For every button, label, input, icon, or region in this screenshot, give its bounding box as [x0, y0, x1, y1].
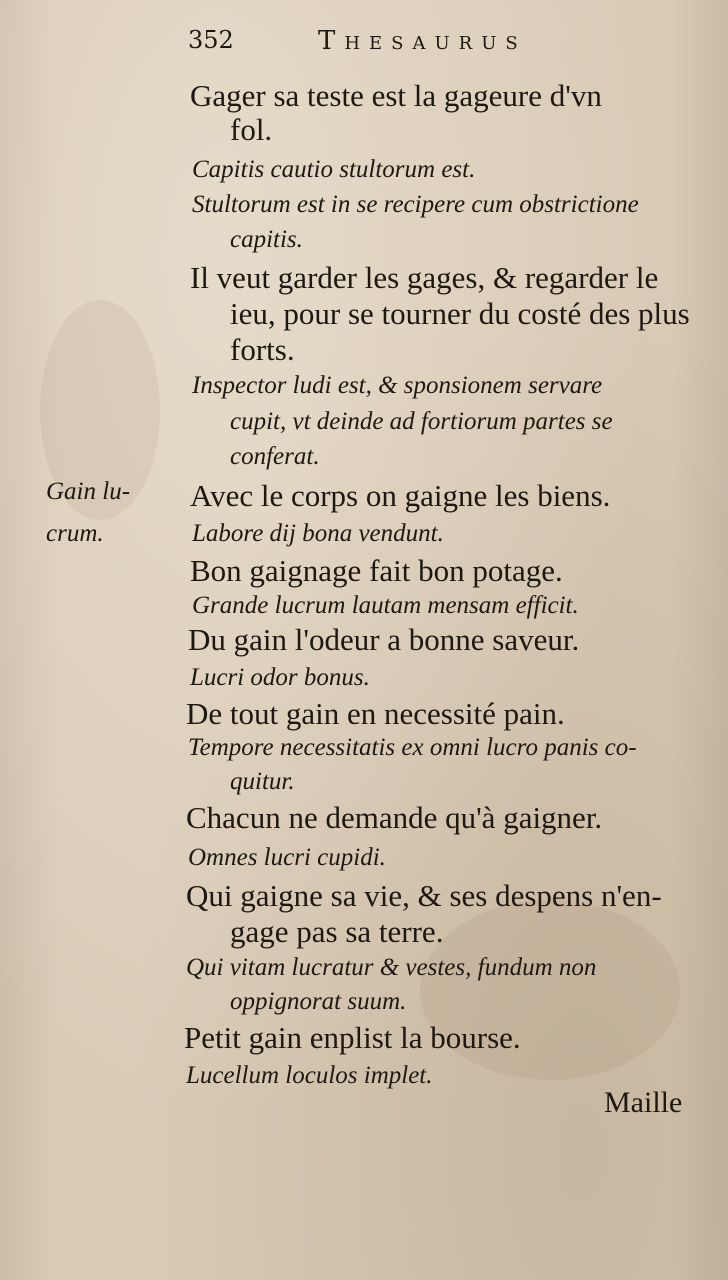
proverb-latin: Labore dij bona vendunt.	[192, 520, 444, 547]
proverb-latin: Capitis cautio stultorum est.	[192, 156, 476, 183]
proverb-french: Avec le corps on gaigne les biens.	[190, 478, 611, 513]
catchword: Maille	[604, 1086, 683, 1119]
proverb-latin: Lucri odor bonus.	[190, 664, 370, 691]
proverb-french: Il veut garder les gages, & regarder le	[190, 260, 659, 295]
proverb-latin: conferat.	[230, 443, 320, 470]
proverb-latin: capitis.	[230, 226, 303, 253]
proverb-latin: Tempore necessitatis ex omni lucro panis co-	[188, 734, 637, 761]
proverb-french: Chacun ne demande qu'à gaigner.	[186, 800, 603, 835]
proverb-latin: quitur.	[230, 768, 295, 795]
proverb-french: fol.	[230, 112, 273, 147]
proverb-latin: Qui vitam lucratur & vestes, fundum non	[186, 954, 597, 981]
proverb-latin: Stultorum est in se recipere cum obstrictione	[192, 191, 639, 218]
proverb-french: Bon gaignage fait bon potage.	[190, 553, 563, 588]
page-header	[188, 26, 648, 62]
proverb-french: De tout gain en necessité pain.	[186, 696, 565, 731]
proverb-latin: oppignorat suum.	[230, 988, 407, 1015]
proverb-french: Gager sa teste est la gageure d'vn	[190, 78, 602, 113]
proverb-latin: Lucellum loculos implet.	[186, 1062, 433, 1089]
proverb-latin: Grande lucrum lautam mensam efficit.	[192, 592, 579, 619]
proverb-french: Petit gain enplist la bourse.	[184, 1020, 521, 1055]
proverb-french: forts.	[230, 332, 295, 367]
proverb-french: gage pas sa terre.	[230, 914, 444, 949]
margin-note-line: crum.	[46, 520, 104, 547]
proverb-latin: Omnes lucri cupidi.	[188, 844, 386, 871]
proverb-french: Du gain l'odeur a bonne saveur.	[188, 622, 580, 657]
proverb-french: ieu, pour se tourner du costé des plus	[230, 296, 690, 331]
proverb-french: Qui gaigne sa vie, & ses despens n'en-	[186, 878, 662, 913]
running-title: Thesaurus	[318, 26, 527, 56]
proverb-latin: cupit, vt deinde ad fortiorum partes se	[230, 408, 613, 435]
page-number: 352	[188, 26, 234, 54]
margin-note-line: Gain lu-	[46, 478, 131, 505]
proverb-latin: Inspector ludi est, & sponsionem servare	[192, 372, 603, 399]
